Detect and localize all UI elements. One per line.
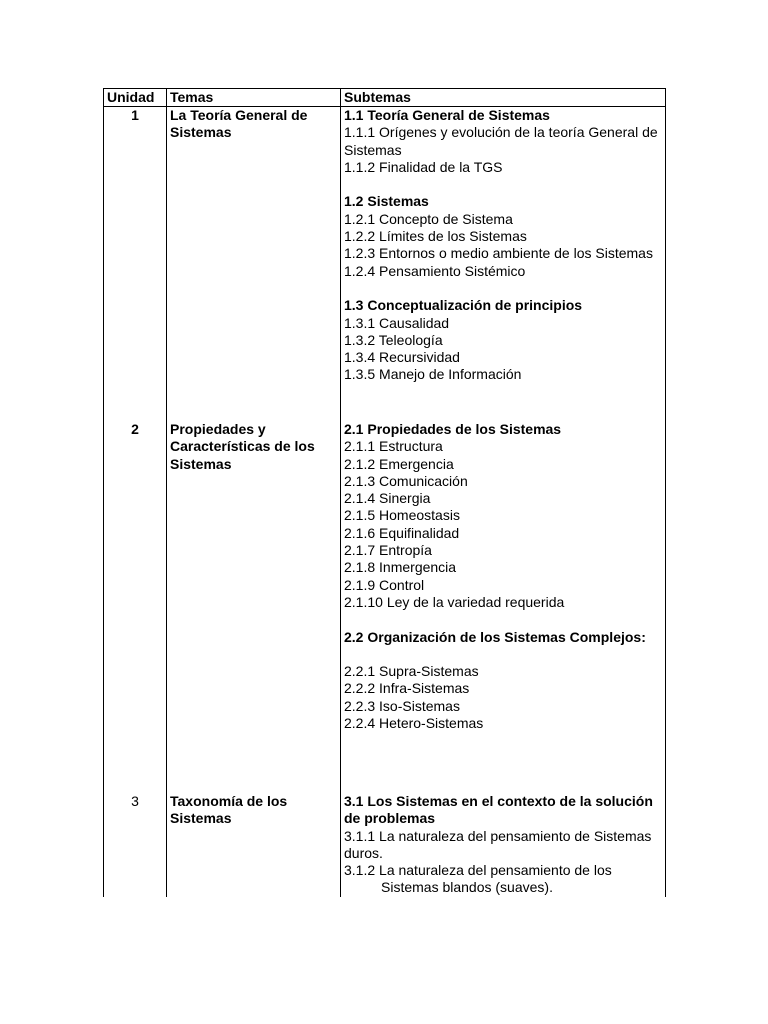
- subtema-item: 1.2.1 Concepto de Sistema: [344, 210, 513, 227]
- subtema-group-title: 1.2 Sistemas: [344, 193, 429, 210]
- tema-title: Taxonomía de los Sistemas: [167, 793, 341, 897]
- subtemas-cell: [341, 421, 666, 793]
- subtemas-cell: [341, 107, 666, 422]
- subtema-item: 1.3.5 Manejo de Información: [344, 366, 522, 383]
- subtema-item: 2.1.3 Comunicación: [344, 472, 468, 489]
- spacer: [344, 280, 662, 297]
- unit-number: 1: [104, 107, 167, 422]
- subtema-item: 2.1.4 Sinergia: [344, 490, 431, 507]
- subtema-item: 3.1.1 La naturaleza del pensamiento de Sistemas duros.: [344, 827, 652, 861]
- table-row: [104, 421, 666, 793]
- subtema-group-title: 2.1 Propiedades de los Sistemas: [344, 421, 562, 437]
- subtema-item: 2.2.2 Infra-Sistemas: [344, 680, 470, 697]
- subtema-item: 1.2.4 Pensamiento Sistémico: [344, 262, 526, 279]
- subtema-item: 1.3.4 Recursividad: [344, 349, 460, 366]
- subtema-item: 1.3.1 Causalidad: [344, 314, 450, 331]
- subtema-group-title: 2.2 Organización de los Sistemas Complejos:: [344, 628, 646, 645]
- unit-number: 3: [104, 793, 167, 897]
- spacer: [344, 646, 662, 663]
- subtema-item: 2.2.4 Hetero-Sistemas: [344, 715, 484, 732]
- subtema-item: 2.1.8 Inmergencia: [344, 559, 457, 576]
- subtema-item: 1.3.2 Teleología: [344, 331, 443, 348]
- subtema-group-title: 1.1 Teoría General de Sistemas: [344, 107, 550, 123]
- subtema-item: 2.1.7 Entropía: [344, 542, 432, 559]
- table-row: [104, 793, 666, 897]
- subtema-item: 2.1.1 Estructura: [344, 438, 443, 455]
- subtema-item: 1.1.1 Orígenes y evolución de la teoría General de Sistemas: [344, 124, 658, 158]
- subtema-group-title: 1.3 Conceptualización de principios: [344, 297, 583, 314]
- subtema-item-continuation: Sistemas blandos (suaves).: [381, 879, 553, 896]
- spacer: [344, 176, 662, 193]
- header-temas: Temas: [167, 89, 341, 107]
- subtema-item: 3.1.2 La naturaleza del pensamiento de los: [344, 862, 612, 879]
- subtema-group-title: 3.1 Los Sistemas en el contexto de la solución de problemas: [344, 793, 653, 827]
- subtema-item: 2.1.10 Ley de la variedad requerida: [344, 593, 565, 610]
- unit-number: 2: [104, 421, 167, 793]
- table-row: [104, 107, 666, 422]
- tema-title: La Teoría General de Sistemas: [167, 107, 341, 422]
- subtema-item: 2.1.6 Equifinalidad: [344, 524, 460, 541]
- header-subtemas: Subtemas: [341, 89, 666, 107]
- table-header-row: [104, 89, 666, 107]
- spacer: [344, 611, 662, 628]
- subtema-item: 1.2.3 Entornos o medio ambiente de los Sistemas: [344, 245, 653, 262]
- tema-title: Propiedades y Características de los Sistemas: [167, 421, 341, 793]
- syllabus-table: [103, 88, 666, 897]
- header-unidad: Unidad: [104, 89, 167, 107]
- subtema-item: 2.1.9 Control: [344, 576, 425, 593]
- subtema-item: 2.2.1 Supra-Sistemas: [344, 663, 479, 680]
- subtema-item: 2.1.2 Emergencia: [344, 455, 454, 472]
- subtema-item: 2.1.5 Homeostasis: [344, 507, 460, 524]
- subtemas-cell: [341, 793, 666, 897]
- subtema-item: 2.2.3 Iso-Sistemas: [344, 697, 460, 714]
- subtema-item: 1.1.2 Finalidad de la TGS: [344, 158, 503, 175]
- subtema-item: 1.2.2 Límites de los Sistemas: [344, 228, 527, 245]
